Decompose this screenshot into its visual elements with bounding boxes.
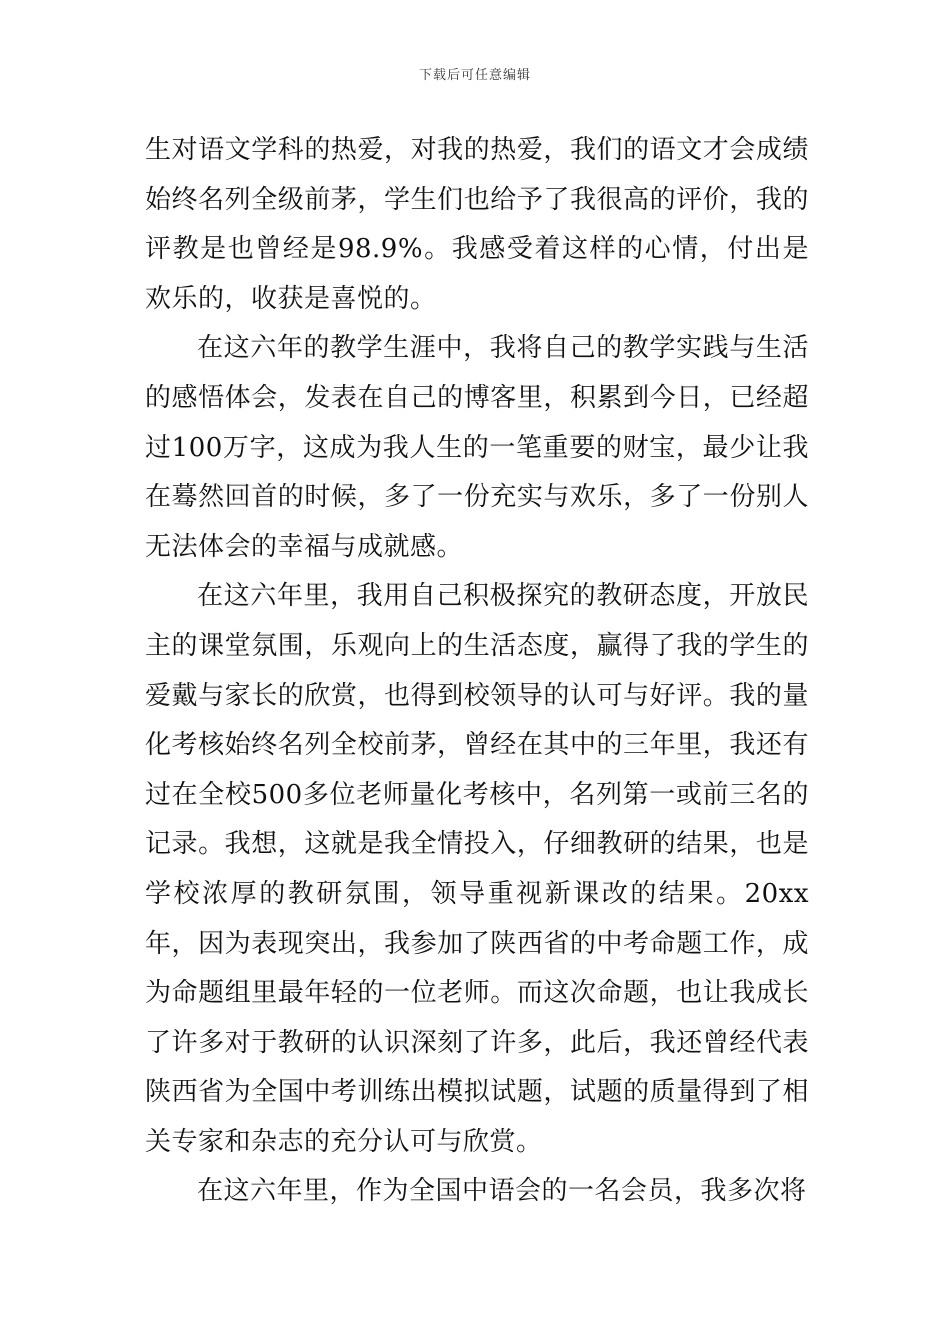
page-header: 下载后可任意编辑	[418, 68, 531, 83]
paragraph-blog: 在这六年的教学生涯中，我将自己的教学实践与生活的感悟体会，发表在自己的博客里，积累到今日，已经超过100万字，这成为我人生的一笔重要的财宝，最少让我在蓦然回首的时候，多了一份充实与欢乐，多了一份别人无法体会的幸福与成就感。	[145, 333, 809, 562]
paragraph-continuation: 生对语文学科的热爱，对我的热爱，我们的语文才会成绩始终名列全级前茅，学生们也给予了我很高的评价，我的评教是也曾经是98.9%。我感受着这样的心情，付出是欢乐的，收获是喜悦的。	[145, 135, 809, 314]
document-body	[145, 126, 809, 1217]
paragraph-membership: 在这六年里，作为全国中语会的一名会员，我多次将	[197, 1176, 807, 1207]
paragraph-research: 在这六年里，我用自己积极探究的教研态度，开放民主的课堂氛围，乐观向上的生活态度，赢得了我的学生的爱戴与家长的欣赏，也得到校领导的认可与好评。我的量化考核始终名列全校前茅，曾经在其中的三年里，我还有过在全校500多位老师量化考核中，名列第一或前三名的记录。我想，这就是我全情投入，仔细教研的结果，也是学校浓厚的教研氛围，领导重视新课改的结果。20xx年，因为表现突出，我参加了陕西省的中考命题工作，成为命题组里最年轻的一位老师。而这次命题，也让我成长了许多对于教研的认识深刻了许多，此后，我还曾经代表陕西省为全国中考训练出模拟试题，试题的质量得到了相关专家和杂志的充分认可与欣赏。	[145, 581, 809, 1157]
